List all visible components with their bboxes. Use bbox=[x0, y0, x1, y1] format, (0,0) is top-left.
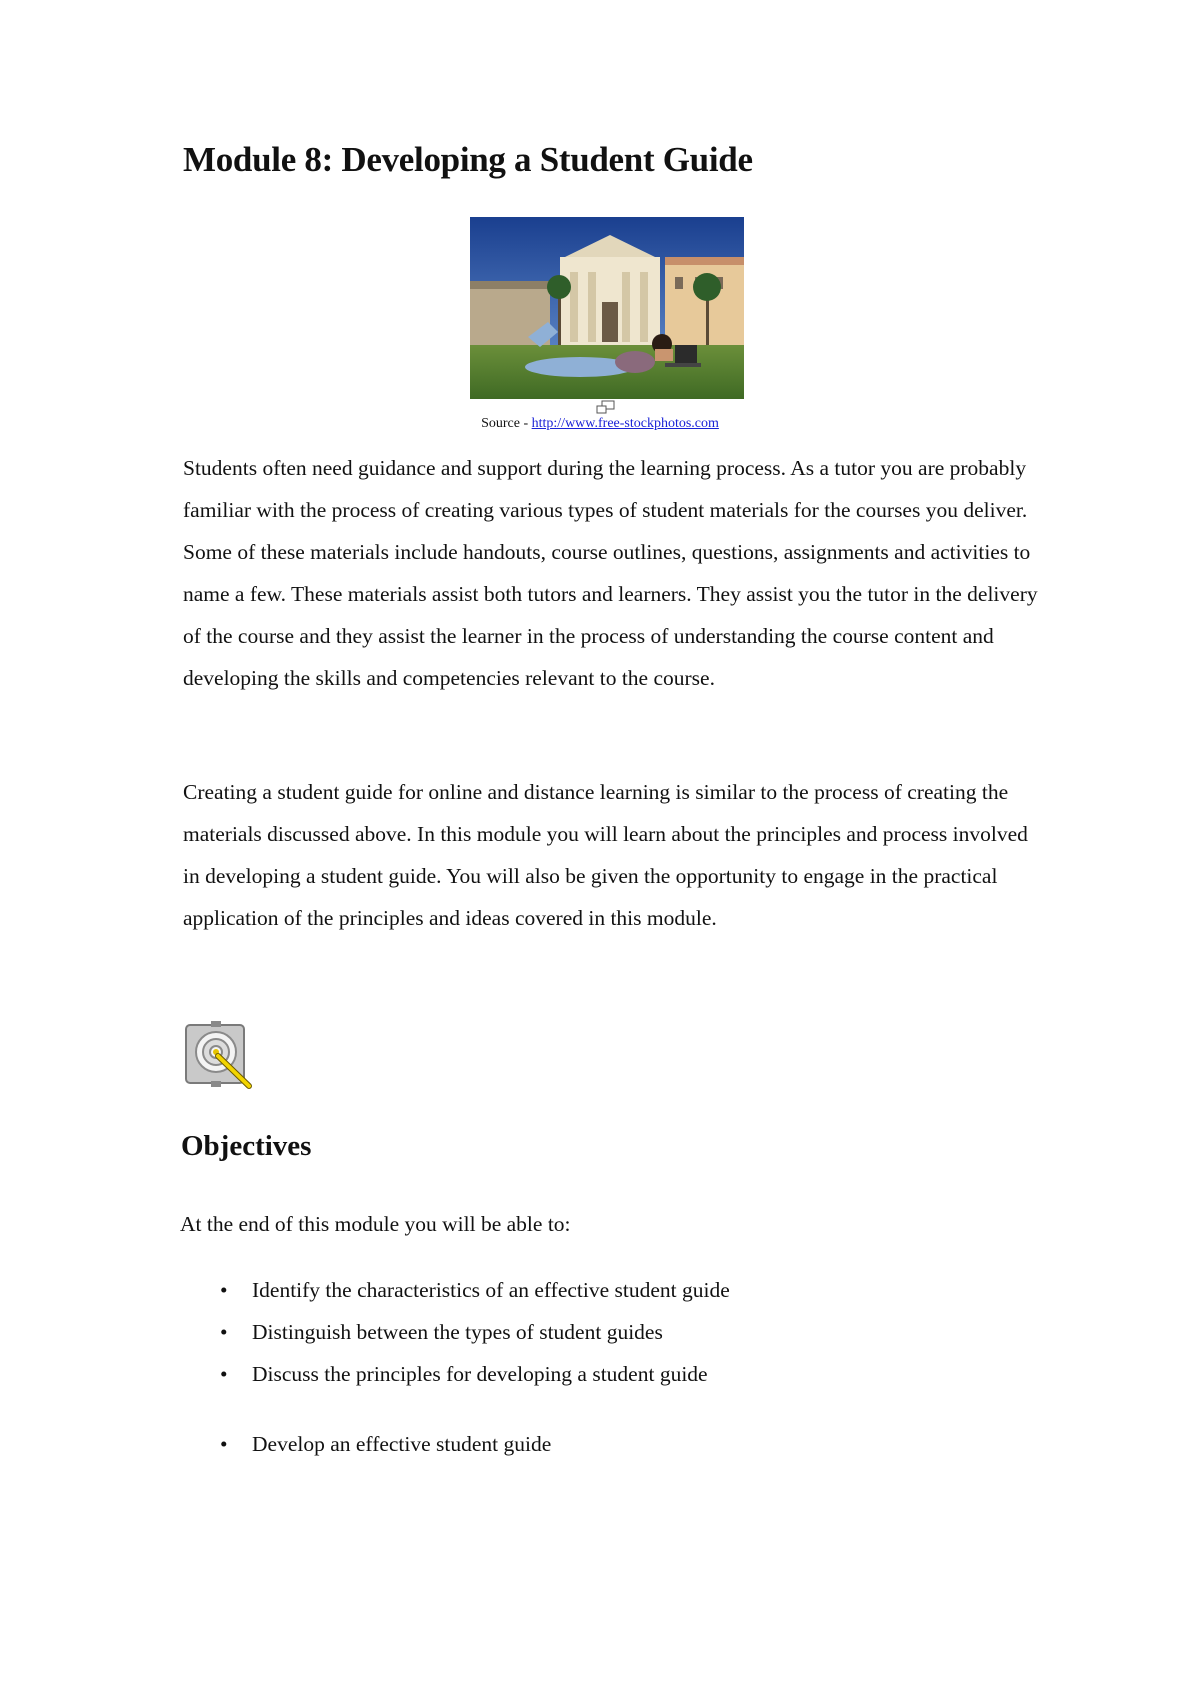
bullet-icon: • bbox=[220, 1320, 228, 1344]
caption-source-link[interactable]: http://www.free-stockphotos.com bbox=[531, 416, 719, 431]
objective-text: Develop an effective student guide bbox=[252, 1432, 552, 1456]
objectives-intro: At the end of this module you will be able to: bbox=[180, 1212, 571, 1236]
caption-source-label: Source - bbox=[481, 416, 532, 431]
bullet-icon: • bbox=[220, 1362, 228, 1386]
image-caption bbox=[0, 416, 1200, 432]
objectives-heading: Objectives bbox=[181, 1130, 312, 1162]
objective-text: Discuss the principles for developing a student guide bbox=[252, 1362, 708, 1386]
overview-paragraph: Creating a student guide for online and distance learning is similar to the process of creating the materials discussed above. In this module you will learn about the principles and process involved in developing a student guide. You will also be given the opportunity to engage in the practical application of the principles and ideas covered in this module. bbox=[183, 780, 1028, 930]
bullet-icon: • bbox=[220, 1432, 228, 1456]
objective-text: Distinguish between the types of student guides bbox=[252, 1320, 663, 1344]
bullet-icon: • bbox=[220, 1278, 228, 1302]
page-title: Module 8: Developing a Student Guide bbox=[183, 140, 753, 179]
intro-paragraph: Students often need guidance and support during the learning process. As a tutor you are probably familiar with the process of creating various types of student materials for the courses you deliver. Some of these materials include handouts, course outlines, questions, assignments and activities to name a few. These materials assist both tutors and learners. They assist you the tutor in the delivery of the course and they assist the learner in the process of understanding the course content and developing the skills and competencies relevant to the course. bbox=[183, 456, 1038, 690]
target-objectives-icon bbox=[183, 1020, 253, 1090]
enlarge-icon[interactable] bbox=[596, 400, 616, 414]
objective-text: Identify the characteristics of an effective student guide bbox=[252, 1278, 730, 1302]
campus-photo bbox=[470, 217, 744, 399]
